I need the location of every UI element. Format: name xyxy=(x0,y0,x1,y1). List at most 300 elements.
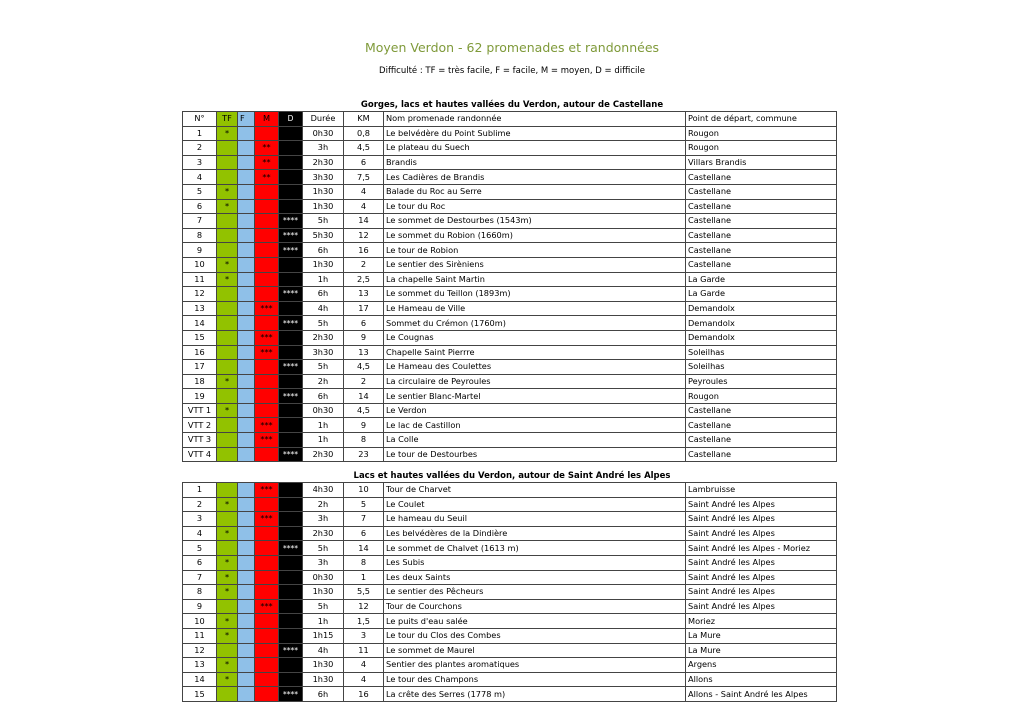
cell-f xyxy=(238,483,255,498)
cell-duree: 1h30 xyxy=(303,184,344,199)
cell-m xyxy=(255,526,279,541)
cell-f xyxy=(238,555,255,570)
cell-km: 7 xyxy=(344,512,384,527)
cell-m xyxy=(255,628,279,643)
cell-km: 5 xyxy=(344,497,384,512)
table-row xyxy=(183,126,837,141)
cell-name: La crête des Serres (1778 m) xyxy=(384,687,686,702)
cell-name: Tour de Charvet xyxy=(384,483,686,498)
table-row xyxy=(183,483,837,498)
cell-name: Le sommet du Robion (1660m) xyxy=(384,228,686,243)
cell-d: **** xyxy=(279,228,303,243)
cell-num: VTT 1 xyxy=(183,403,217,418)
table-row xyxy=(183,433,837,448)
cell-tf xyxy=(217,330,238,345)
cell-duree: 5h xyxy=(303,360,344,375)
cell-tf xyxy=(217,541,238,556)
cell-name: Le lac de Castillon xyxy=(384,418,686,433)
cell-name: Le sommet de Chalvet (1613 m) xyxy=(384,541,686,556)
table-row xyxy=(183,628,837,643)
cell-f xyxy=(238,526,255,541)
cell-duree: 1h xyxy=(303,614,344,629)
cell-f xyxy=(238,497,255,512)
cell-km: 14 xyxy=(344,214,384,229)
cell-name: Le belvédère du Point Sublime xyxy=(384,126,686,141)
cell-duree: 3h30 xyxy=(303,345,344,360)
cell-km: 4 xyxy=(344,184,384,199)
table-row xyxy=(183,243,837,258)
cell-km: 13 xyxy=(344,345,384,360)
table-row xyxy=(183,184,837,199)
cell-f xyxy=(238,330,255,345)
cell-name: Les Subis xyxy=(384,555,686,570)
cell-m xyxy=(255,316,279,331)
cell-tf: * xyxy=(217,257,238,272)
cell-km: 6 xyxy=(344,155,384,170)
cell-duree: 3h30 xyxy=(303,170,344,185)
cell-name: Le plateau du Suech xyxy=(384,141,686,156)
cell-name: Les deux Saints xyxy=(384,570,686,585)
cell-duree: 2h xyxy=(303,497,344,512)
table-row xyxy=(183,345,837,360)
cell-f xyxy=(238,214,255,229)
cell-tf xyxy=(217,687,238,702)
cell-km: 4,5 xyxy=(344,141,384,156)
cell-f xyxy=(238,287,255,302)
cell-km: 6 xyxy=(344,526,384,541)
cell-town: Moriez xyxy=(686,614,837,629)
cell-m xyxy=(255,257,279,272)
cell-km: 9 xyxy=(344,330,384,345)
cell-km: 3 xyxy=(344,628,384,643)
cell-town: Rougon xyxy=(686,126,837,141)
cell-town: Lambruisse xyxy=(686,483,837,498)
cell-d xyxy=(279,433,303,448)
cell-m: *** xyxy=(255,599,279,614)
cell-num: 10 xyxy=(183,614,217,629)
cell-km: 8 xyxy=(344,433,384,448)
cell-m xyxy=(255,374,279,389)
cell-d xyxy=(279,418,303,433)
cell-d: **** xyxy=(279,243,303,258)
cell-m: ** xyxy=(255,141,279,156)
cell-town: Saint André les Alpes xyxy=(686,599,837,614)
cell-num: N° xyxy=(183,112,217,127)
cell-m xyxy=(255,126,279,141)
cell-m xyxy=(255,360,279,375)
cell-num: 3 xyxy=(183,155,217,170)
cell-f xyxy=(238,301,255,316)
cell-m xyxy=(255,585,279,600)
table-row xyxy=(183,570,837,585)
cell-m xyxy=(255,570,279,585)
cell-num: 8 xyxy=(183,585,217,600)
cell-km: 14 xyxy=(344,541,384,556)
table-row xyxy=(183,170,837,185)
cell-duree: 3h xyxy=(303,555,344,570)
cell-d: **** xyxy=(279,287,303,302)
table-row xyxy=(183,614,837,629)
cell-tf: * xyxy=(217,614,238,629)
cell-num: 1 xyxy=(183,126,217,141)
cell-tf: * xyxy=(217,497,238,512)
cell-km: 4 xyxy=(344,672,384,687)
cell-d: **** xyxy=(279,643,303,658)
cell-f xyxy=(238,418,255,433)
cell-km: 4 xyxy=(344,199,384,214)
cell-km: 11 xyxy=(344,643,384,658)
cell-town: Castellane xyxy=(686,257,837,272)
cell-name: Brandis xyxy=(384,155,686,170)
cell-duree: 1h30 xyxy=(303,585,344,600)
cell-duree: 3h xyxy=(303,512,344,527)
cell-duree: 0h30 xyxy=(303,126,344,141)
cell-town: Castellane xyxy=(686,418,837,433)
cell-duree: 0h30 xyxy=(303,570,344,585)
cell-km: 9 xyxy=(344,418,384,433)
cell-d xyxy=(279,403,303,418)
cell-f xyxy=(238,512,255,527)
cell-m xyxy=(255,672,279,687)
cell-town: Soleilhas xyxy=(686,360,837,375)
cell-f xyxy=(238,403,255,418)
cell-km: 7,5 xyxy=(344,170,384,185)
cell-name: Le Hameau de Ville xyxy=(384,301,686,316)
cell-town: Allons - Saint André les Alpes xyxy=(686,687,837,702)
cell-town: Castellane xyxy=(686,170,837,185)
table-row xyxy=(183,672,837,687)
cell-f xyxy=(238,184,255,199)
cell-duree: 5h xyxy=(303,599,344,614)
cell-d xyxy=(279,614,303,629)
table-row xyxy=(183,687,837,702)
cell-duree: 0h30 xyxy=(303,403,344,418)
cell-num: 13 xyxy=(183,301,217,316)
cell-f xyxy=(238,170,255,185)
cell-f xyxy=(238,316,255,331)
cell-name: Le tour du Roc xyxy=(384,199,686,214)
cell-tf xyxy=(217,599,238,614)
cell-num: 17 xyxy=(183,360,217,375)
cell-m xyxy=(255,228,279,243)
cell-d xyxy=(279,272,303,287)
cell-d xyxy=(279,170,303,185)
table-row xyxy=(183,199,837,214)
table-row xyxy=(183,360,837,375)
cell-km: 4,5 xyxy=(344,360,384,375)
cell-m xyxy=(255,447,279,462)
cell-d: **** xyxy=(279,541,303,556)
cell-f xyxy=(238,243,255,258)
cell-d xyxy=(279,374,303,389)
cell-town: Saint André les Alpes xyxy=(686,555,837,570)
cell-m: *** xyxy=(255,483,279,498)
cell-tf: * xyxy=(217,658,238,673)
cell-num: 19 xyxy=(183,389,217,404)
cell-m xyxy=(255,287,279,302)
table-row xyxy=(183,301,837,316)
cell-num: 16 xyxy=(183,345,217,360)
table-row xyxy=(183,257,837,272)
cell-town: Castellane xyxy=(686,243,837,258)
cell-tf: * xyxy=(217,555,238,570)
cell-duree: 2h30 xyxy=(303,155,344,170)
cell-duree: 1h15 xyxy=(303,628,344,643)
table-row xyxy=(183,418,837,433)
cell-f xyxy=(238,345,255,360)
difficulty-legend: Difficulté : TF = très facile, F = facile, M = moyen, D = difficile xyxy=(379,66,645,76)
cell-f xyxy=(238,433,255,448)
cell-town: Castellane xyxy=(686,228,837,243)
cell-m xyxy=(255,214,279,229)
cell-town: Villars Brandis xyxy=(686,155,837,170)
cell-town: Castellane xyxy=(686,433,837,448)
table-header-row xyxy=(183,112,837,127)
cell-km: 6 xyxy=(344,316,384,331)
cell-town: Saint André les Alpes xyxy=(686,585,837,600)
cell-town: Demandolx xyxy=(686,316,837,331)
table-row xyxy=(183,497,837,512)
cell-name: La circulaire de Peyroules xyxy=(384,374,686,389)
cell-tf: * xyxy=(217,272,238,287)
cell-m: ** xyxy=(255,170,279,185)
table-row xyxy=(183,141,837,156)
cell-num: 11 xyxy=(183,628,217,643)
table-row xyxy=(183,330,837,345)
cell-town: Castellane xyxy=(686,214,837,229)
cell-d xyxy=(279,184,303,199)
cell-f xyxy=(238,155,255,170)
cell-duree: 6h xyxy=(303,389,344,404)
cell-num: 14 xyxy=(183,672,217,687)
cell-name: Sentier des plantes aromatiques xyxy=(384,658,686,673)
table-row xyxy=(183,526,837,541)
cell-tf xyxy=(217,483,238,498)
cell-f xyxy=(238,257,255,272)
cell-duree: 6h xyxy=(303,687,344,702)
cell-d xyxy=(279,141,303,156)
cell-name: Le Verdon xyxy=(384,403,686,418)
cell-name: Le sommet de Destourbes (1543m) xyxy=(384,214,686,229)
cell-d xyxy=(279,199,303,214)
cell-name: Le sommet du Teillon (1893m) xyxy=(384,287,686,302)
cell-town: Castellane xyxy=(686,447,837,462)
cell-town: Saint André les Alpes - Moriez xyxy=(686,541,837,556)
table-row xyxy=(183,214,837,229)
cell-town: Saint André les Alpes xyxy=(686,497,837,512)
cell-duree: Durée xyxy=(303,112,344,127)
cell-f xyxy=(238,672,255,687)
cell-town: Castellane xyxy=(686,199,837,214)
cell-f xyxy=(238,141,255,156)
cell-duree: 3h xyxy=(303,141,344,156)
cell-km: 10 xyxy=(344,483,384,498)
cell-km: 4,5 xyxy=(344,403,384,418)
cell-f xyxy=(238,126,255,141)
cell-name: Les Cadières de Brandis xyxy=(384,170,686,185)
cell-name: Le hameau du Seuil xyxy=(384,512,686,527)
cell-m xyxy=(255,243,279,258)
cell-tf xyxy=(217,433,238,448)
cell-num: 11 xyxy=(183,272,217,287)
cell-name: Tour de Courchons xyxy=(384,599,686,614)
cell-tf: * xyxy=(217,126,238,141)
cell-town: Saint André les Alpes xyxy=(686,526,837,541)
cell-d xyxy=(279,526,303,541)
cell-duree: 6h xyxy=(303,243,344,258)
cell-town: Allons xyxy=(686,672,837,687)
cell-duree: 2h30 xyxy=(303,330,344,345)
cell-d xyxy=(279,126,303,141)
cell-num: 12 xyxy=(183,287,217,302)
cell-num: 2 xyxy=(183,141,217,156)
cell-name: Le sommet de Maurel xyxy=(384,643,686,658)
cell-tf: * xyxy=(217,199,238,214)
cell-km: 13 xyxy=(344,287,384,302)
cell-town: Argens xyxy=(686,658,837,673)
cell-d: **** xyxy=(279,316,303,331)
cell-town: Saint André les Alpes xyxy=(686,512,837,527)
cell-name: Le tour de Destourbes xyxy=(384,447,686,462)
cell-num: 5 xyxy=(183,541,217,556)
cell-duree: 6h xyxy=(303,287,344,302)
table-row xyxy=(183,389,837,404)
cell-town: La Mure xyxy=(686,628,837,643)
cell-f: F xyxy=(238,112,255,127)
cell-town: Demandolx xyxy=(686,301,837,316)
cell-f xyxy=(238,599,255,614)
cell-name: Le Hameau des Coulettes xyxy=(384,360,686,375)
cell-tf xyxy=(217,360,238,375)
cell-num: 9 xyxy=(183,599,217,614)
cell-km: 12 xyxy=(344,599,384,614)
table-row xyxy=(183,272,837,287)
table-row xyxy=(183,316,837,331)
cell-num: 8 xyxy=(183,228,217,243)
cell-f xyxy=(238,687,255,702)
cell-duree: 2h xyxy=(303,374,344,389)
cell-f xyxy=(238,389,255,404)
cell-name: Le tour de Robion xyxy=(384,243,686,258)
cell-f xyxy=(238,628,255,643)
cell-f xyxy=(238,570,255,585)
cell-d xyxy=(279,301,303,316)
cell-duree: 5h30 xyxy=(303,228,344,243)
cell-duree: 5h xyxy=(303,316,344,331)
cell-name: Sommet du Crémon (1760m) xyxy=(384,316,686,331)
cell-tf: TF xyxy=(217,112,238,127)
cell-m xyxy=(255,658,279,673)
cell-tf xyxy=(217,512,238,527)
cell-km: 8 xyxy=(344,555,384,570)
cell-tf: * xyxy=(217,585,238,600)
cell-f xyxy=(238,199,255,214)
cell-m xyxy=(255,199,279,214)
cell-m xyxy=(255,403,279,418)
cell-d xyxy=(279,555,303,570)
table-row xyxy=(183,228,837,243)
cell-duree: 4h xyxy=(303,301,344,316)
cell-d: **** xyxy=(279,447,303,462)
cell-d xyxy=(279,257,303,272)
cell-km: 16 xyxy=(344,243,384,258)
table-row xyxy=(183,403,837,418)
cell-tf xyxy=(217,418,238,433)
cell-km: 23 xyxy=(344,447,384,462)
cell-km: KM xyxy=(344,112,384,127)
cell-km: 12 xyxy=(344,228,384,243)
cell-name: La chapelle Saint Martin xyxy=(384,272,686,287)
cell-km: 0,8 xyxy=(344,126,384,141)
cell-tf xyxy=(217,170,238,185)
cell-duree: 1h xyxy=(303,418,344,433)
cell-f xyxy=(238,360,255,375)
cell-f xyxy=(238,585,255,600)
cell-km: 5,5 xyxy=(344,585,384,600)
cell-name: Le tour des Champons xyxy=(384,672,686,687)
cell-num: 5 xyxy=(183,184,217,199)
cell-tf xyxy=(217,214,238,229)
cell-d xyxy=(279,483,303,498)
cell-m xyxy=(255,497,279,512)
cell-f xyxy=(238,541,255,556)
table-row xyxy=(183,555,837,570)
cell-duree: 2h30 xyxy=(303,526,344,541)
cell-d xyxy=(279,330,303,345)
cell-name: Balade du Roc au Serre xyxy=(384,184,686,199)
cell-num: 4 xyxy=(183,526,217,541)
cell-tf: * xyxy=(217,628,238,643)
table-row xyxy=(183,541,837,556)
cell-m: *** xyxy=(255,345,279,360)
cell-m xyxy=(255,184,279,199)
cell-name: Le Coulet xyxy=(384,497,686,512)
cell-num: 3 xyxy=(183,512,217,527)
cell-m xyxy=(255,272,279,287)
cell-m xyxy=(255,643,279,658)
cell-name: Le tour du Clos des Combes xyxy=(384,628,686,643)
cell-town: La Mure xyxy=(686,643,837,658)
cell-tf xyxy=(217,243,238,258)
table-row xyxy=(183,447,837,462)
cell-f xyxy=(238,374,255,389)
cell-d xyxy=(279,658,303,673)
cell-d: **** xyxy=(279,360,303,375)
table-row xyxy=(183,585,837,600)
cell-m: *** xyxy=(255,418,279,433)
section2-table xyxy=(182,482,837,702)
table-row xyxy=(183,374,837,389)
cell-f xyxy=(238,614,255,629)
table-row xyxy=(183,155,837,170)
cell-tf: * xyxy=(217,374,238,389)
cell-town: Rougon xyxy=(686,141,837,156)
cell-name: Le puits d'eau salée xyxy=(384,614,686,629)
cell-duree: 1h30 xyxy=(303,658,344,673)
cell-tf: * xyxy=(217,403,238,418)
table-row xyxy=(183,658,837,673)
cell-name: Chapelle Saint Pierrre xyxy=(384,345,686,360)
cell-tf: * xyxy=(217,570,238,585)
cell-name: Le Cougnas xyxy=(384,330,686,345)
cell-name: La Colle xyxy=(384,433,686,448)
cell-name: Le sentier des Sirèniens xyxy=(384,257,686,272)
cell-m xyxy=(255,614,279,629)
cell-d xyxy=(279,628,303,643)
cell-duree: 1h30 xyxy=(303,199,344,214)
cell-num: 18 xyxy=(183,374,217,389)
cell-num: 14 xyxy=(183,316,217,331)
